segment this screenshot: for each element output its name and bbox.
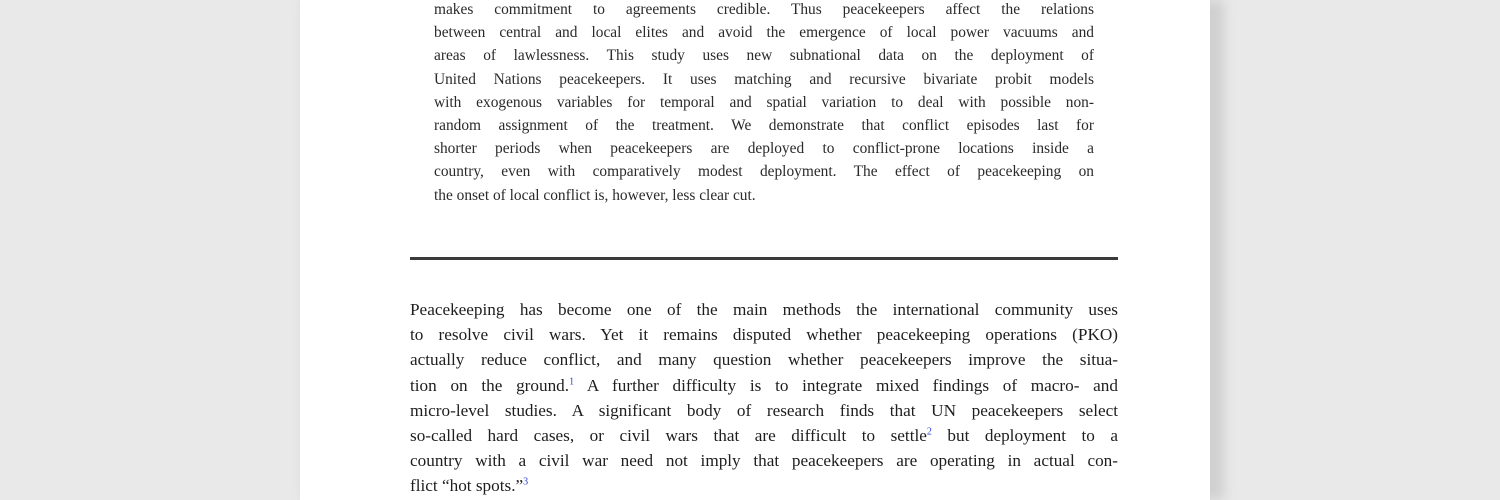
body-line <box>410 473 1118 498</box>
body-line: to resolve civil wars. Yet it remains disputed whether peacekeeping operations (PKO) <box>410 325 1118 345</box>
section-divider <box>410 257 1118 260</box>
body-text-run: flict “hot spots.” <box>410 476 524 496</box>
body-text-run: so-called hard cases, or civil wars that are difficult to settle <box>410 426 927 446</box>
abstract-line: the onset of local conflict is, however, less clear cut. <box>434 186 756 204</box>
abstract-line: United Nations peacekeepers. It uses matching and recursive bivariate probit models <box>434 70 1094 88</box>
abstract-line: makes commitment to agreements credible. Thus peacekeepers affect the relations <box>434 1 1094 18</box>
footnote-ref-3[interactable]: 3 <box>523 476 529 488</box>
abstract-line: with exogenous variables for temporal and spatial variation to deal with possible non- <box>434 93 1094 111</box>
abstract-line: random assignment of the treatment. We demonstrate that conflict episodes last for <box>434 117 1094 135</box>
document-page <box>300 0 1210 500</box>
body-line: Peacekeeping has become one of the main methods the international community uses <box>410 300 1118 319</box>
footnote-ref-1[interactable]: 1 <box>569 375 575 387</box>
body-paragraph <box>410 297 1118 499</box>
body-text-run: A further difficulty is to integrate mixed findings of macro- and <box>574 375 1118 395</box>
body-line <box>410 423 1118 448</box>
footnote-ref-2[interactable]: 2 <box>926 426 932 438</box>
body-line: country with a civil war need not imply that peacekeepers are operating in actual con- <box>410 451 1118 471</box>
body-line: micro-level studies. A significant body of research finds that UN peacekeepers select <box>410 400 1118 420</box>
abstract-line: shorter periods when peacekeepers are deployed to conflict-prone locations inside a <box>434 140 1094 158</box>
abstract-line: country, even with comparatively modest deployment. The effect of peacekeeping on <box>434 163 1094 181</box>
abstract-line: areas of lawlessness. This study uses new subnational data on the deployment of <box>434 47 1094 65</box>
body-line: actually reduce conflict, and many question whether peacekeepers improve the situa- <box>410 350 1118 370</box>
body-line <box>410 373 1118 398</box>
body-text-run: tion on the ground. <box>410 375 570 395</box>
abstract <box>434 0 1094 207</box>
body-text-run: but deployment to a <box>931 426 1119 446</box>
abstract-line: between central and local elites and avoid the emergence of local power vacuums and <box>434 24 1094 42</box>
